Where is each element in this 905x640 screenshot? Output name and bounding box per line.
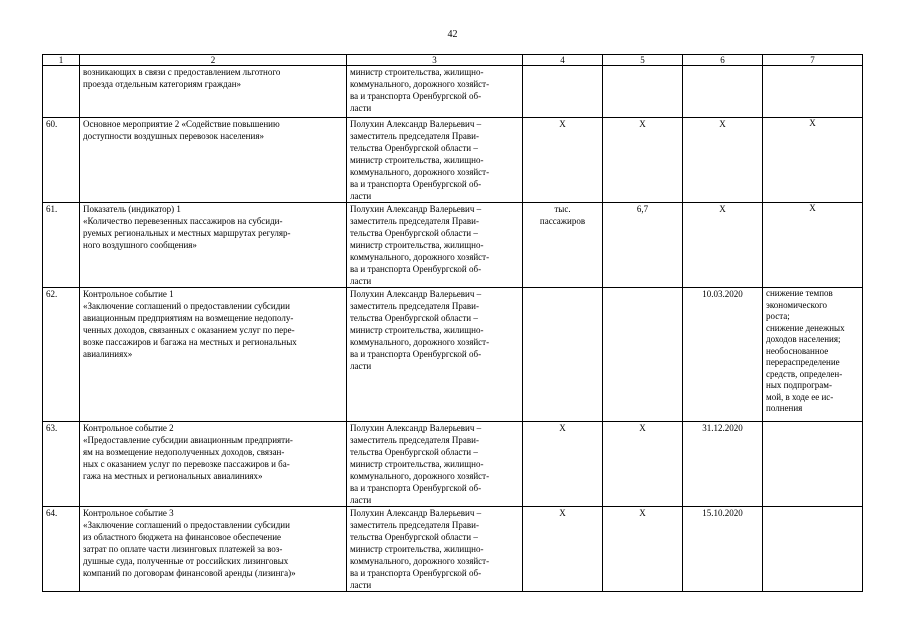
responsible-line: министр строительства, жилищно- (350, 67, 484, 77)
responsible-line: Полухин Александр Валерьевич – (350, 119, 482, 129)
column-header: 4 (523, 55, 603, 66)
column-header: 3 (347, 55, 523, 66)
row-description (80, 118, 347, 203)
responsible-line: заместитель председателя Прави- (350, 301, 479, 311)
row-number: 64. (43, 507, 80, 592)
table-row (43, 422, 863, 507)
row-unit (523, 203, 603, 288)
responsible-line: коммунального, дорожного хозяйст- (350, 471, 490, 481)
column-header: 6 (683, 55, 763, 66)
row-number: 60. (43, 118, 80, 203)
description-line: «Предоставление субсидии авиационным предприяти- (83, 435, 293, 445)
row-value: X (603, 422, 683, 507)
table-row (43, 288, 863, 422)
responsible-line: заместитель председателя Прави- (350, 435, 479, 445)
row-date: 31.12.2020 (683, 422, 763, 507)
risk-line: мой, в ходе ее ис- (766, 391, 834, 402)
row-risks (763, 288, 863, 422)
description-line: доступности воздушных перевозок населения» (83, 131, 264, 141)
responsible-line: министр строительства, жилищно- (350, 459, 484, 469)
unit-line: X (559, 423, 566, 433)
row-risks (763, 66, 863, 118)
row-description (80, 507, 347, 592)
column-header: 1 (43, 55, 80, 66)
description-line: Контрольное событие 1 (83, 289, 174, 299)
row-value: 6,7 (603, 203, 683, 288)
responsible-line: министр строительства, жилищно- (350, 325, 484, 335)
column-header: 7 (763, 55, 863, 66)
row-number (43, 66, 80, 118)
responsible-line: ласти (350, 103, 372, 113)
row-unit (523, 118, 603, 203)
description-line: проезда отдельным категориям граждан» (83, 79, 242, 89)
row-risks (763, 203, 863, 288)
row-risks (763, 422, 863, 507)
row-responsible (347, 66, 523, 118)
responsible-line: ва и транспорта Оренбургской об- (350, 264, 482, 274)
row-date: 15.10.2020 (683, 507, 763, 592)
risk-line: доходов населения; (766, 334, 841, 344)
unit-line: пассажиров (539, 216, 586, 226)
description-line: Контрольное событие 3 (83, 508, 174, 518)
description-line: ям на возмещение недополученных доходов, связан- (83, 447, 285, 457)
description-line: гажа на местных и региональных авиалиниях» (83, 471, 263, 481)
table-row (43, 118, 863, 203)
unit-line: X (559, 119, 566, 129)
row-number: 63. (43, 422, 80, 507)
risk-line: перераспределение (766, 357, 840, 367)
responsible-line: ва и транспорта Оренбургской об- (350, 91, 482, 101)
responsible-line: Полухин Александр Валерьевич – (350, 204, 482, 214)
row-unit (523, 288, 603, 422)
row-unit (523, 422, 603, 507)
responsible-line: ва и транспорта Оренбургской об- (350, 179, 482, 189)
description-line: Показатель (индикатор) 1 (83, 204, 181, 214)
responsible-line: ласти (350, 495, 372, 505)
responsible-line: заместитель председателя Прави- (350, 520, 479, 530)
description-line: душные суда, полученные от российских лизинговых (83, 556, 289, 566)
row-value: X (603, 118, 683, 203)
description-line: компаний по договорам финансовой аренды (лизинга)» (83, 568, 296, 578)
responsible-line: коммунального, дорожного хозяйст- (350, 337, 490, 347)
description-line: возке пассажиров и багажа на местных и региональных (83, 337, 297, 347)
responsible-line: Полухин Александр Валерьевич – (350, 508, 482, 518)
column-header: 5 (603, 55, 683, 66)
row-responsible (347, 203, 523, 288)
responsible-line: ласти (350, 276, 372, 286)
responsible-line: Полухин Александр Валерьевич – (350, 289, 482, 299)
risk-line: ных подпрограм- (766, 380, 832, 390)
program-table (42, 54, 863, 592)
row-date: X (683, 203, 763, 288)
responsible-line: заместитель председателя Прави- (350, 216, 479, 226)
responsible-line: ва и транспорта Оренбургской об- (350, 568, 482, 578)
description-line: затрат по оплате части лизинговых платежей за воз- (83, 544, 283, 554)
row-date: 10.03.2020 (683, 288, 763, 422)
row-responsible (347, 288, 523, 422)
risk-line: полнения (766, 403, 803, 413)
risk-line: необоснованное (766, 345, 829, 356)
responsible-line: ласти (350, 191, 372, 201)
description-line: руемых региональных и местных маршрутах регуляр- (83, 228, 291, 238)
risk-line: X (809, 118, 816, 128)
page-number: 42 (447, 29, 458, 40)
description-line: «Количество перевезенных пассажиров на субсиди- (83, 216, 283, 226)
responsible-line: министр строительства, жилищно- (350, 240, 484, 250)
responsible-line: тельства Оренбургской области – (350, 143, 478, 153)
responsible-line: заместитель председателя Прави- (350, 131, 479, 141)
row-unit (523, 66, 603, 118)
row-responsible (347, 422, 523, 507)
risk-line: роста; (766, 311, 790, 321)
description-line: возникающих в связи с предоставлением льготного (83, 67, 281, 77)
responsible-line: тельства Оренбургской области – (350, 313, 478, 323)
row-unit (523, 507, 603, 592)
table-row (43, 66, 863, 118)
table-row (43, 203, 863, 288)
risk-line: снижение темпов (766, 288, 833, 298)
description-line: «Заключение соглашений о предоставлении субсидии (83, 301, 290, 311)
row-responsible (347, 507, 523, 592)
row-description (80, 66, 347, 118)
row-risks (763, 507, 863, 592)
description-line: авиационным предприятиям на возмещение недополу- (83, 313, 294, 323)
responsible-line: министр строительства, жилищно- (350, 155, 484, 165)
responsible-line: коммунального, дорожного хозяйст- (350, 79, 490, 89)
description-line: ных с оказанием услуг по перевозке пассажиров и ба- (83, 459, 290, 469)
responsible-line: тельства Оренбургской области – (350, 532, 478, 542)
responsible-line: ва и транспорта Оренбургской об- (350, 349, 482, 359)
row-number: 61. (43, 203, 80, 288)
risk-line: средств, определен- (766, 368, 843, 379)
row-date (683, 66, 763, 118)
description-line: Контрольное событие 2 (83, 423, 174, 433)
description-line: авиалиниях» (83, 349, 133, 359)
row-value (603, 66, 683, 118)
description-line: «Заключение соглашений о предоставлении субсидии (83, 520, 290, 530)
row-risks (763, 118, 863, 203)
description-line: ченных доходов, связанных с оказанием услуг по пере- (83, 325, 295, 335)
responsible-line: ласти (350, 580, 372, 590)
responsible-line: ва и транспорта Оренбургской об- (350, 483, 482, 493)
row-description (80, 288, 347, 422)
column-number-header-row (43, 55, 863, 66)
responsible-line: коммунального, дорожного хозяйст- (350, 556, 490, 566)
row-responsible (347, 118, 523, 203)
risk-line: снижение денежных (766, 322, 845, 333)
risk-line: X (809, 203, 816, 213)
table-row (43, 507, 863, 592)
description-line: ного воздушного сообщения» (83, 240, 197, 250)
column-header: 2 (80, 55, 347, 66)
description-line: из областного бюджета на финансовое обеспечение (83, 532, 282, 542)
risk-line: экономического (766, 299, 828, 310)
row-description (80, 203, 347, 288)
row-value: X (603, 507, 683, 592)
responsible-line: тельства Оренбургской области – (350, 228, 478, 238)
description-line: Основное мероприятие 2 «Содействие повышению (83, 119, 280, 129)
responsible-line: Полухин Александр Валерьевич – (350, 423, 482, 433)
unit-line: X (559, 508, 566, 518)
responsible-line: коммунального, дорожного хозяйст- (350, 167, 490, 177)
row-value (603, 288, 683, 422)
row-date: X (683, 118, 763, 203)
responsible-line: коммунального, дорожного хозяйст- (350, 252, 490, 262)
responsible-line: тельства Оренбургской области – (350, 447, 478, 457)
row-description (80, 422, 347, 507)
responsible-line: министр строительства, жилищно- (350, 544, 484, 554)
row-number: 62. (43, 288, 80, 422)
unit-line: тыс. (554, 204, 571, 214)
responsible-line: ласти (350, 361, 372, 371)
